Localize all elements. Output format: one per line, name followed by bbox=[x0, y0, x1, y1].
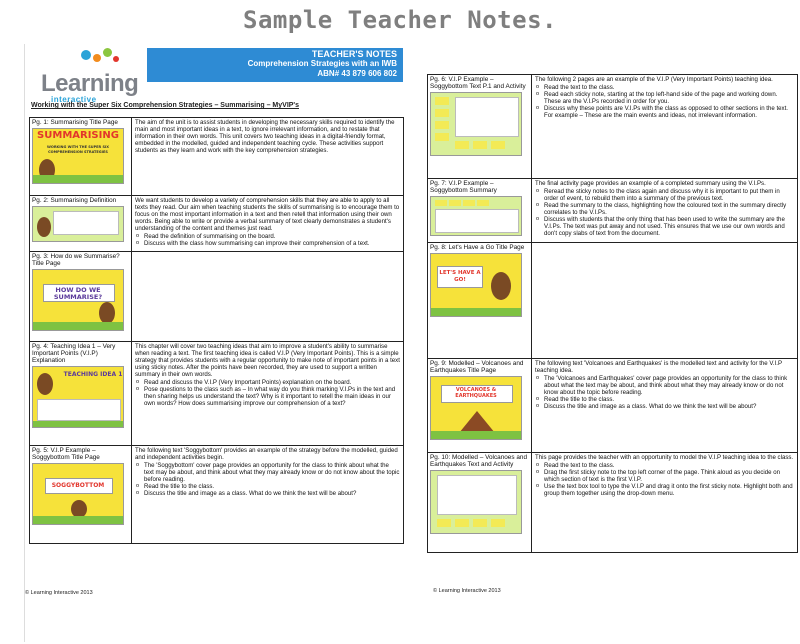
bullet-item: o Discuss with students that the only thing that has been used to write the summary are the V.I.Ps. The text was put away and not used. This ensures that we use our own words and don't copy slabs of text from the document. bbox=[535, 216, 794, 237]
logo-subtitle: interactive bbox=[51, 95, 97, 104]
table-row bbox=[30, 196, 404, 252]
row-text: The following text 'Volcanoes and Earthquakes' is the modelled text and activity for the V.I.P teaching idea. bbox=[535, 360, 782, 374]
footer-copyright: © Learning Interactive 2013 bbox=[433, 588, 501, 594]
row-label-cell bbox=[30, 252, 132, 342]
page-heading: Working with the Super Six Comprehension Strategies – Summarising – MyVIP's bbox=[31, 102, 299, 109]
thumb-title: SUMMARISING bbox=[37, 130, 119, 141]
row-label: Pg. 6: V.I.P Example – Soggybottom Text P.1 and Activity bbox=[430, 76, 526, 90]
row-text-cell bbox=[532, 243, 798, 359]
row-label: Pg. 3: How do we Summarise? Title Page bbox=[32, 253, 120, 267]
thumb-title: VOLCANOES & EARTHQUAKES bbox=[455, 387, 497, 399]
bullet-item: o Discuss the title and image as a class. What do we think the text will be about? bbox=[535, 403, 794, 410]
row-label: Pg. 4: Teaching Idea 1 – Very Important Points (V.I.P) Explanation bbox=[32, 343, 116, 364]
row-label-cell bbox=[428, 179, 532, 243]
row-label: Pg. 2: Summarising Definition bbox=[32, 197, 117, 204]
bullet-item: o Read and discuss the V.I.P (Very Important Points) explanation on the board. bbox=[135, 379, 400, 386]
bullet-item: o Read the title to the class. bbox=[535, 396, 794, 403]
document-title: Sample Teacher Notes. bbox=[243, 6, 557, 34]
header-line-3: ABN# 43 879 606 802 bbox=[317, 69, 397, 78]
logo-word: Learning bbox=[41, 70, 139, 97]
row-label: Pg. 9: Modelled – Volcanoes and Earthquakes Title Page bbox=[430, 360, 524, 374]
slide-thumbnail bbox=[32, 463, 124, 525]
slide-thumbnail bbox=[32, 128, 124, 184]
row-text-cell bbox=[532, 179, 798, 243]
bullet-item: o The 'Soggybottom' cover page provides an opportunity for the class to think about what the text may be about, and think about what they may already know or do not know about the topic before reading. bbox=[135, 462, 400, 483]
header-line-2: Comprehension Strategies with an IWB bbox=[247, 59, 397, 68]
dog-character-icon bbox=[99, 302, 115, 324]
table-row bbox=[30, 342, 404, 446]
header-line-1: TEACHER'S NOTES bbox=[311, 49, 397, 59]
table-row bbox=[428, 359, 798, 453]
row-text: The following text 'Soggybottom' provides an example of the strategy before the modelled, guided and independent activities begin. bbox=[135, 447, 398, 461]
row-label-cell bbox=[428, 453, 532, 553]
slide-thumbnail bbox=[32, 366, 124, 428]
row-text: The final activity page provides an example of a completed summary using the V.I.Ps. bbox=[535, 180, 766, 187]
row-text-cell bbox=[532, 75, 798, 179]
bullet-item: o Discuss the title and image as a class. What do we think the text will be about? bbox=[135, 490, 400, 497]
slide-thumbnail bbox=[430, 470, 522, 534]
dog-character-icon bbox=[491, 272, 511, 300]
volcano-icon bbox=[459, 411, 495, 433]
bullet-item: o Use the text box tool to type the V.I.P and drag it onto the first sticky note. Highlight both and group them together using the drop-down menu. bbox=[535, 483, 794, 497]
slide-thumbnail bbox=[430, 376, 522, 440]
row-label-cell bbox=[428, 359, 532, 453]
teacher-notes-header bbox=[147, 48, 403, 82]
left-notes-table bbox=[29, 117, 404, 544]
left-page bbox=[24, 44, 406, 642]
row-text: The aim of the unit is to assist students in developing the necessary skills required to identify the main and most important ideas in a text, to ignore irrelevant information, and to restate that information in their own words. This unit covers two teaching ideas in a digital-friendly format, embedded in the modelled, guided and independent teaching cycle. These activities support students as they learn and work with the key comprehension strategies. bbox=[135, 119, 395, 154]
bullet-item: o Read the text to the class. bbox=[535, 462, 794, 469]
table-row bbox=[428, 75, 798, 179]
table-row bbox=[428, 179, 798, 243]
bullet-item: o Read the summary to the class, highlighting how the coloured text in the summary directly correlates to the V.I.Ps. bbox=[535, 202, 794, 216]
slide-thumbnail bbox=[32, 206, 124, 242]
bullet-item: o Read the text to the class. bbox=[535, 84, 794, 91]
row-text-cell bbox=[132, 196, 404, 252]
row-label-cell bbox=[30, 446, 132, 544]
row-label-cell bbox=[30, 196, 132, 252]
slide-thumbnail bbox=[430, 196, 522, 236]
right-page bbox=[427, 70, 799, 640]
thumb-title: TEACHING IDEA 1 bbox=[63, 371, 123, 378]
row-text-cell bbox=[132, 342, 404, 446]
dog-character-icon bbox=[37, 217, 51, 237]
thumb-title: HOW DO WE SUMMARISE? bbox=[53, 286, 103, 301]
row-label-cell bbox=[30, 342, 132, 446]
slide-thumbnail bbox=[430, 253, 522, 317]
thumb-title: LET'S HAVE A GO! bbox=[439, 270, 481, 283]
row-label: Pg. 7: V.I.P Example – Soggybottom Summary bbox=[430, 180, 497, 194]
row-text-cell bbox=[532, 359, 798, 453]
bullet-item: o Reread the sticky notes to the class again and discuss why it is important to put them in order of event, to rebuild them into a summary of the previous text. bbox=[535, 188, 794, 202]
bullet-item: o Read the definition of summarising on the board. bbox=[135, 233, 400, 240]
row-text: The following 2 pages are an example of the V.I.P (Very Important Points) teaching idea. bbox=[535, 76, 773, 83]
thumb-subtitle: WORKING WITH THE SUPER SIX COMPREHENSION STRATEGIES bbox=[47, 145, 109, 154]
row-text-cell bbox=[132, 252, 404, 342]
learning-interactive-logo bbox=[33, 48, 143, 108]
table-row bbox=[428, 453, 798, 553]
row-label-cell bbox=[428, 75, 532, 179]
row-text: This page provides the teacher with an opportunity to model the V.I.P teaching idea to the class. bbox=[535, 454, 794, 461]
bullet-item: o Read the title to the class. bbox=[135, 483, 400, 490]
row-text-cell bbox=[532, 453, 798, 553]
table-row bbox=[30, 446, 404, 544]
row-text-cell bbox=[132, 446, 404, 544]
row-text-cell bbox=[132, 118, 404, 196]
bullet-item: o Drag the first sticky note to the top left corner of the page. Think aloud as you decide on which section of text is the first V.I.P. bbox=[535, 469, 794, 483]
footer-copyright: © Learning Interactive 2013 bbox=[25, 590, 93, 596]
row-label-cell bbox=[30, 118, 132, 196]
row-label: Pg. 10: Modelled – Volcanoes and Earthquakes Text and Activity bbox=[430, 454, 527, 468]
bullet-item: o Pose questions to the class such as – In what way do you think marking V.I.Ps in the text and then sharing helps us understand the text? Why is it important to retell the main ideas in our own words? How does summarising improve our comprehension of a text? bbox=[135, 386, 400, 407]
table-row bbox=[428, 243, 798, 359]
row-text: We want students to develop a variety of comprehension skills that they are able to apply to all texts they read. Our aim when teaching students the skills of summarising is to encourage them to focus on the most important information in a text and then retell that information using their own words. Being able to write or provide a verbal summary of text clearly demonstrates a student's understanding of the content and themes just read. bbox=[135, 197, 400, 232]
dog-character-icon bbox=[37, 373, 53, 395]
table-row bbox=[30, 118, 404, 196]
bullet-item: o Discuss why these points are V.I.Ps with the class as opposed to other sections in the text. For example – These are the main events and ideas, not irrelevant information. bbox=[535, 105, 794, 119]
row-label: Pg. 1: Summarising Title Page bbox=[32, 119, 118, 126]
slide-thumbnail bbox=[32, 269, 124, 331]
bullet-item: o Discuss with the class how summarising can improve their comprehension of a text. bbox=[135, 240, 400, 247]
table-row bbox=[30, 252, 404, 342]
slide-thumbnail bbox=[430, 92, 522, 156]
thumb-title: SOGGYBOTTOM bbox=[51, 482, 105, 489]
bullet-item: o The 'Volcanoes and Earthquakes' cover page provides an opportunity for the class to think about what the text may be about, and think about what they may already know or do not know about the topic before reading. bbox=[535, 375, 794, 396]
row-label-cell bbox=[428, 243, 532, 359]
row-text: This chapter will cover two teaching ideas that aim to improve a student's ability to summarise when reading a text. The first teaching idea is called V.I.P (Very Important Points). This is a simple strategy that provides students with a regular opportunity to make note of important points in a text using sticky notes. After the points have been recorded, they are used to support a written summary in their own words. bbox=[135, 343, 400, 378]
row-label: Pg. 8: Let's Have a Go Title Page bbox=[430, 244, 525, 251]
bullet-item: o Read each sticky note, starting at the top left-hand side of the page and working down. These are the V.I.Ps recorded in order for you. bbox=[535, 91, 794, 105]
row-label: Pg. 5: V.I.P Example – Soggybottom Title Page bbox=[32, 447, 100, 461]
right-notes-table bbox=[427, 74, 798, 553]
